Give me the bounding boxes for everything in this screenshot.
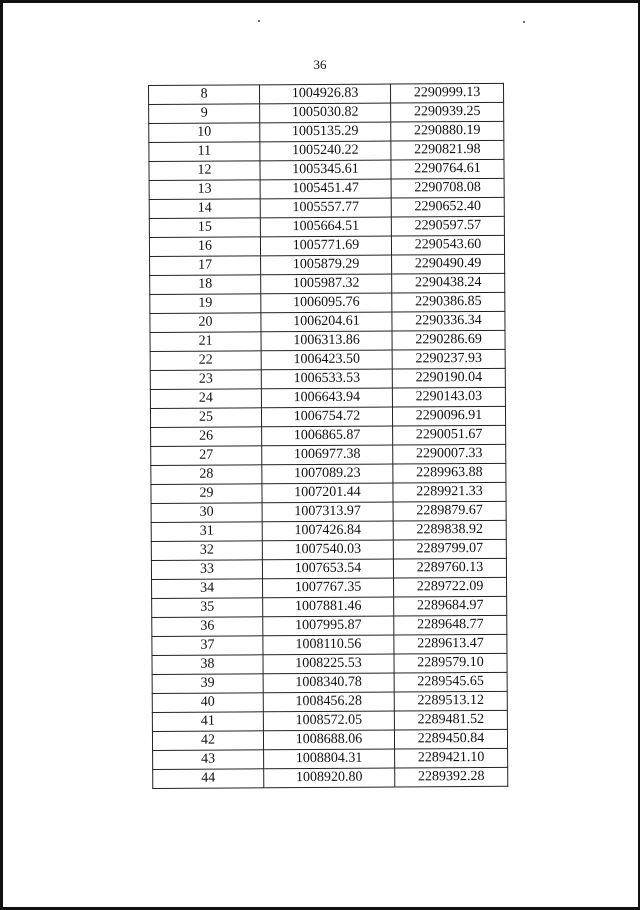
point-number-cell: 9: [149, 104, 260, 124]
scan-speck: [523, 21, 525, 23]
point-number-cell: 32: [151, 541, 262, 561]
x-coordinate-cell: 1006865.87: [262, 426, 393, 446]
y-coordinate-cell: 2289513.12: [394, 691, 507, 711]
x-coordinate-cell: 1007767.35: [263, 578, 394, 598]
y-coordinate-cell: 2289921.33: [393, 482, 506, 502]
point-number-cell: 30: [151, 503, 262, 523]
y-coordinate-cell: 2289450.84: [394, 729, 507, 749]
y-coordinate-cell: 2290764.61: [391, 159, 504, 179]
point-number-cell: 34: [152, 579, 263, 599]
point-number-cell: 39: [152, 674, 263, 694]
point-number-cell: 33: [151, 560, 262, 580]
point-number-cell: 41: [152, 712, 263, 732]
x-coordinate-cell: 1008110.56: [263, 635, 394, 655]
y-coordinate-cell: 2290438.24: [392, 273, 505, 293]
table-row: [153, 748, 508, 769]
table-row: [149, 83, 504, 104]
x-coordinate-cell: 1005240.22: [260, 141, 391, 161]
table-row: [150, 311, 505, 332]
x-coordinate-cell: 1007201.44: [262, 483, 393, 503]
x-coordinate-cell: 1006754.72: [261, 407, 392, 427]
x-coordinate-cell: 1007089.23: [262, 464, 393, 484]
point-number-cell: 31: [151, 522, 262, 542]
point-number-cell: 26: [151, 427, 262, 447]
point-number-cell: 44: [153, 769, 264, 789]
point-number-cell: 10: [149, 123, 260, 143]
point-number-cell: 14: [149, 199, 260, 219]
y-coordinate-cell: 2289648.77: [394, 615, 507, 635]
table-row: [150, 406, 505, 427]
point-number-cell: 13: [149, 180, 260, 200]
x-coordinate-cell: 1005557.77: [260, 198, 391, 218]
table-row: [150, 273, 505, 294]
x-coordinate-cell: 1007426.84: [262, 521, 393, 541]
table-row: [149, 121, 504, 142]
y-coordinate-cell: 2289879.67: [393, 501, 506, 521]
y-coordinate-cell: 2290051.67: [393, 425, 506, 445]
point-number-cell: 42: [152, 731, 263, 751]
point-number-cell: 8: [149, 85, 260, 105]
table-row: [152, 653, 507, 674]
table-row: [151, 463, 506, 484]
table-row: [152, 615, 507, 636]
table-row: [151, 425, 506, 446]
table-row: [149, 140, 504, 161]
y-coordinate-cell: 2289392.28: [395, 767, 508, 787]
x-coordinate-cell: 1005771.69: [260, 236, 391, 256]
table-row: [150, 330, 505, 351]
x-coordinate-cell: 1005345.61: [260, 160, 391, 180]
point-number-cell: 18: [150, 275, 261, 295]
y-coordinate-cell: 2290652.40: [391, 197, 504, 217]
point-number-cell: 36: [152, 617, 263, 637]
x-coordinate-cell: 1004926.83: [260, 84, 391, 104]
point-number-cell: 12: [149, 161, 260, 181]
y-coordinate-cell: 2290143.03: [392, 387, 505, 407]
table-row: [149, 102, 504, 123]
table-row: [152, 596, 507, 617]
point-number-cell: 43: [153, 750, 264, 770]
x-coordinate-cell: 1008225.53: [263, 654, 394, 674]
x-coordinate-cell: 1005030.82: [260, 103, 391, 123]
x-coordinate-cell: 1008456.28: [263, 692, 394, 712]
x-coordinate-cell: 1007540.03: [262, 540, 393, 560]
point-number-cell: 17: [150, 256, 261, 276]
y-coordinate-cell: 2289760.13: [393, 558, 506, 578]
y-coordinate-cell: 2289421.10: [395, 748, 508, 768]
y-coordinate-cell: 2289722.09: [394, 577, 507, 597]
point-number-cell: 11: [149, 142, 260, 162]
y-coordinate-cell: 2290286.69: [392, 330, 505, 350]
y-coordinate-cell: 2290999.13: [390, 83, 503, 103]
point-number-cell: 23: [150, 370, 261, 390]
x-coordinate-cell: 1006423.50: [261, 350, 392, 370]
point-number-cell: 27: [151, 446, 262, 466]
table-row: [150, 387, 505, 408]
page-number: 36: [313, 57, 327, 72]
table-row: [152, 729, 507, 750]
table-row: [149, 216, 504, 237]
point-number-cell: 24: [150, 389, 261, 409]
table-row: [149, 197, 504, 218]
table-row: [151, 482, 506, 503]
point-number-cell: 29: [151, 484, 262, 504]
y-coordinate-cell: 2290237.93: [392, 349, 505, 369]
x-coordinate-cell: 1005135.29: [260, 122, 391, 142]
y-coordinate-cell: 2290543.60: [391, 235, 504, 255]
x-coordinate-cell: 1007653.54: [262, 559, 393, 579]
table-row: [152, 691, 507, 712]
point-number-cell: 40: [152, 693, 263, 713]
x-coordinate-cell: 1005451.47: [260, 179, 391, 199]
point-number-cell: 28: [151, 465, 262, 485]
point-number-cell: 25: [150, 408, 261, 428]
table-row: [149, 159, 504, 180]
table-row: [151, 444, 506, 465]
table-row: [152, 710, 507, 731]
scan-speck: [258, 20, 260, 22]
table-row: [152, 672, 507, 693]
y-coordinate-cell: 2290007.33: [393, 444, 506, 464]
y-coordinate-cell: 2290386.85: [392, 292, 505, 312]
y-coordinate-cell: 2290336.34: [392, 311, 505, 331]
x-coordinate-cell: 1005664.51: [260, 217, 391, 237]
y-coordinate-cell: 2289613.47: [394, 634, 507, 654]
table-row: [151, 520, 506, 541]
table-row: [153, 767, 508, 788]
table-row: [151, 539, 506, 560]
table-row: [151, 501, 506, 522]
x-coordinate-cell: 1006095.76: [261, 293, 392, 313]
coordinate-table-body: [149, 83, 508, 788]
table-row: [150, 349, 505, 370]
x-coordinate-cell: 1006533.53: [261, 369, 392, 389]
table-row: [150, 368, 505, 389]
point-number-cell: 16: [149, 237, 260, 257]
x-coordinate-cell: 1007995.87: [263, 616, 394, 636]
table-row: [152, 634, 507, 655]
y-coordinate-cell: 2290880.19: [391, 121, 504, 141]
y-coordinate-cell: 2290597.57: [391, 216, 504, 236]
coordinate-table: [148, 83, 508, 789]
x-coordinate-cell: 1005987.32: [261, 274, 392, 294]
y-coordinate-cell: 2290708.08: [391, 178, 504, 198]
point-number-cell: 15: [149, 218, 260, 238]
x-coordinate-cell: 1008804.31: [264, 749, 395, 769]
point-number-cell: 37: [152, 636, 263, 656]
y-coordinate-cell: 2289579.10: [394, 653, 507, 673]
y-coordinate-cell: 2289545.65: [394, 672, 507, 692]
table-row: [149, 235, 504, 256]
point-number-cell: 20: [150, 313, 261, 333]
y-coordinate-cell: 2289684.97: [394, 596, 507, 616]
x-coordinate-cell: 1007313.97: [262, 502, 393, 522]
point-number-cell: 22: [150, 351, 261, 371]
x-coordinate-cell: 1008688.06: [263, 730, 394, 750]
x-coordinate-cell: 1006977.38: [262, 445, 393, 465]
y-coordinate-cell: 2290490.49: [392, 254, 505, 274]
point-number-cell: 19: [150, 294, 261, 314]
x-coordinate-cell: 1006643.94: [261, 388, 392, 408]
x-coordinate-cell: 1008572.05: [263, 711, 394, 731]
y-coordinate-cell: 2290821.98: [391, 140, 504, 160]
point-number-cell: 35: [152, 598, 263, 618]
y-coordinate-cell: 2289799.07: [393, 539, 506, 559]
table-row: [150, 292, 505, 313]
x-coordinate-cell: 1008920.80: [264, 768, 395, 788]
x-coordinate-cell: 1008340.78: [263, 673, 394, 693]
y-coordinate-cell: 2289838.92: [393, 520, 506, 540]
x-coordinate-cell: 1006313.86: [261, 331, 392, 351]
table-row: [151, 558, 506, 579]
table-row: [149, 178, 504, 199]
y-coordinate-cell: 2289481.52: [394, 710, 507, 730]
x-coordinate-cell: 1007881.46: [263, 597, 394, 617]
y-coordinate-cell: 2290096.91: [392, 406, 505, 426]
table-row: [150, 254, 505, 275]
table-row: [152, 577, 507, 598]
y-coordinate-cell: 2290939.25: [391, 102, 504, 122]
y-coordinate-cell: 2289963.88: [393, 463, 506, 483]
point-number-cell: 21: [150, 332, 261, 352]
x-coordinate-cell: 1006204.61: [261, 312, 392, 332]
y-coordinate-cell: 2290190.04: [392, 368, 505, 388]
x-coordinate-cell: 1005879.29: [261, 255, 392, 275]
point-number-cell: 38: [152, 655, 263, 675]
